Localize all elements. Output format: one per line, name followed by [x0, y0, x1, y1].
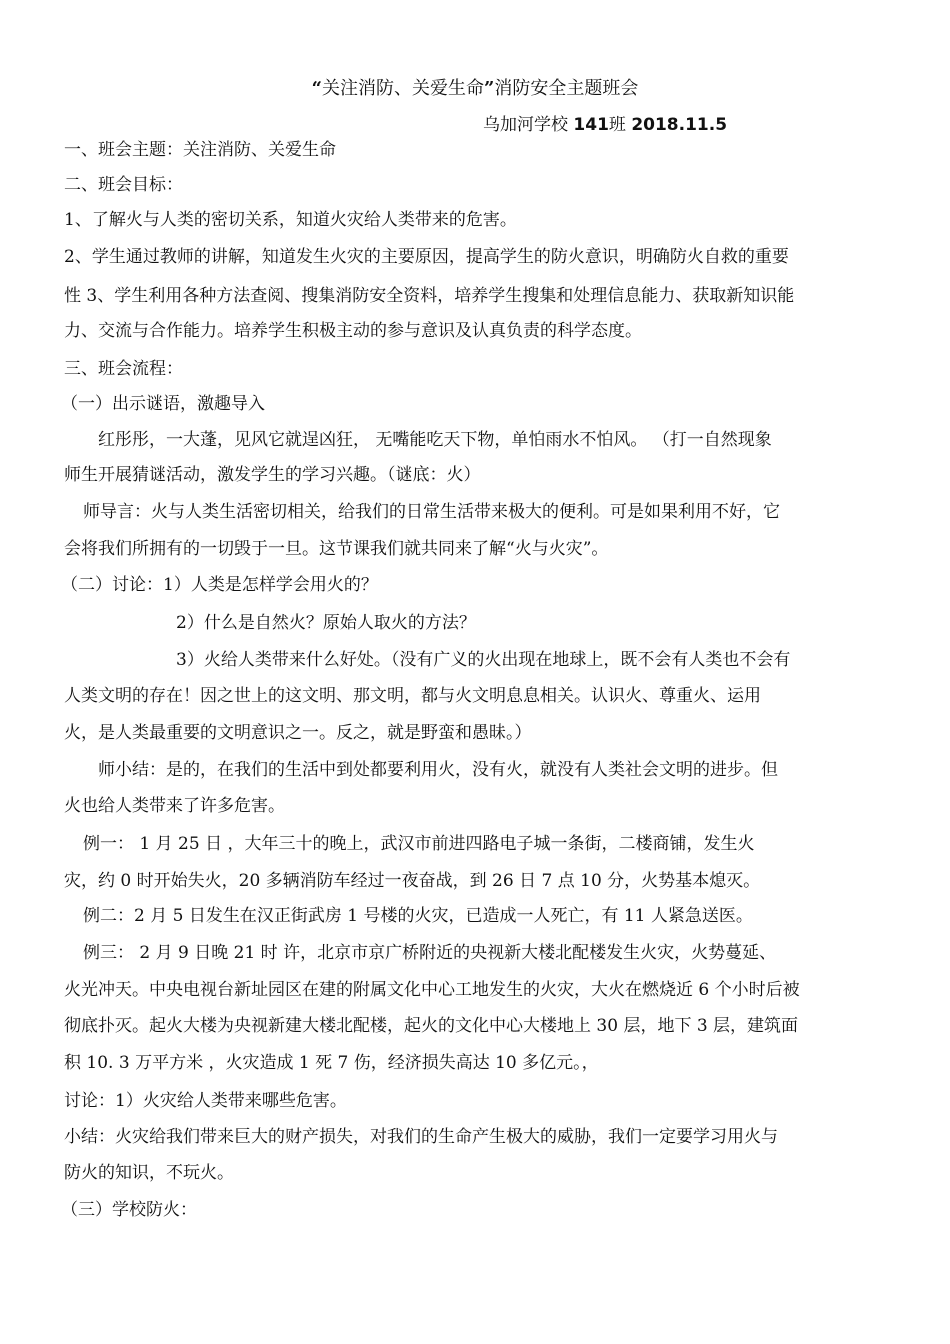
class-number: 141: [573, 115, 609, 135]
text-line: 力、交流与合作能力。培养学生积极主动的参与意识及认真负责的科学态度。: [64, 321, 642, 341]
text-line: 例三： 2 月 9 日晚 21 时 许，北京市京广桥附近的央视新大楼北配楼发生火灾，火势蔓延、: [83, 943, 777, 963]
text-line: （二）讨论：1）人类是怎样学会用火的？: [61, 575, 378, 595]
text-line: 红彤彤，一大蓬，见风它就逞凶狂， 无嘴能吃天下物，单怕雨水不怕风。 （打一自然现象: [98, 430, 772, 450]
meeting-date: 2018.11.5: [631, 115, 728, 135]
title-text-b: 消防安全主题班会: [494, 78, 639, 99]
title-text-a: 关注消防、关爱生命: [322, 78, 484, 99]
text-line: 火也给人类带来了许多危害。: [64, 796, 285, 816]
class-unit: 班: [608, 115, 626, 135]
text-line: 火光冲天。中央电视台新址园区在建的附属文化中心工地发生的火灾，大火在燃烧近 6 个小时后被: [64, 980, 800, 1000]
text-line: 性 3、学生利用各种方法查阅、搜集消防安全资料，培养学生搜集和处理信息能力、获取新知识能: [64, 286, 795, 306]
text-line: 灾，约 0 时开始失火，20 多辆消防车经过一夜奋战，到 26 日 7 点 10 分，火势基本熄灭。: [64, 871, 761, 891]
document-title: [0, 76, 950, 102]
text-line: 一、班会主题：关注消防、关爱生命: [64, 140, 336, 160]
text-line: 彻底扑灭。起火大楼为央视新建大楼北配楼，起火的文化中心大楼地上 30 层，地下 3 层，建筑面: [64, 1016, 799, 1036]
text-line: 积 10. 3 万平方米 ，火灾造成 1 死 7 伤，经济损失高达 10 多亿元。，: [64, 1053, 599, 1073]
text-line: 会将我们所拥有的一切毁于一旦。这节课我们就共同来了解“火与火灾”。: [64, 539, 609, 559]
text-line: 2、学生通过教师的讲解，知道发生火灾的主要原因，提高学生的防火意识，明确防火自救的重要: [64, 247, 789, 267]
school-name: 乌加河学校: [483, 115, 568, 135]
document-subtitle: [483, 112, 727, 138]
text-line: 师生开展猜谜活动，激发学生的学习兴趣。（谜底：火）: [64, 465, 481, 485]
text-line: 二、班会目标：: [64, 175, 183, 195]
text-line: 例二：2 月 5 日发生在汉正街武房 1 号楼的火灾，已造成一人死亡，有 11 人紧急送医。: [83, 906, 753, 926]
text-line: 防火的知识，不玩火。: [64, 1163, 234, 1183]
text-line: 讨论：1）火灾给人类带来哪些危害。: [64, 1091, 347, 1111]
text-line: 3）火给人类带来什么好处。（没有广义的火出现在地球上，既不会有人类也不会有: [176, 650, 791, 670]
title-quote-close: ”: [484, 78, 495, 99]
text-line: 人类文明的存在！因之世上的这文明、那文明，都与火文明息息相关。认识火、尊重火、运用: [64, 686, 761, 706]
text-line: 三、班会流程：: [64, 359, 183, 379]
title-quote-open: “: [311, 78, 322, 99]
text-line: （三）学校防火：: [61, 1200, 197, 1220]
text-line: 师小结：是的，在我们的生活中到处都要利用火，没有火，就没有人类社会文明的进步。但: [98, 760, 778, 780]
text-line: （一）出示谜语，激趣导入: [61, 394, 265, 414]
text-line: 例一： 1 月 25 日 ，大年三十的晚上，武汉市前进四路电子城一条街，二楼商铺，发生火: [83, 834, 755, 854]
text-line: 1、了解火与人类的密切关系，知道火灾给人类带来的危害。: [64, 210, 517, 230]
text-line: 师导言：火与人类生活密切相关，给我们的日常生活带来极大的便利。可是如果利用不好，它: [83, 502, 780, 522]
text-line: 小结：火灾给我们带来巨大的财产损失，对我们的生命产生极大的威胁，我们一定要学习用火与: [64, 1127, 778, 1147]
text-line: 2）什么是自然火？原始人取火的方法？: [176, 613, 476, 633]
text-line: 火，是人类最重要的文明意识之一。反之，就是野蛮和愚昧。）: [64, 723, 532, 743]
